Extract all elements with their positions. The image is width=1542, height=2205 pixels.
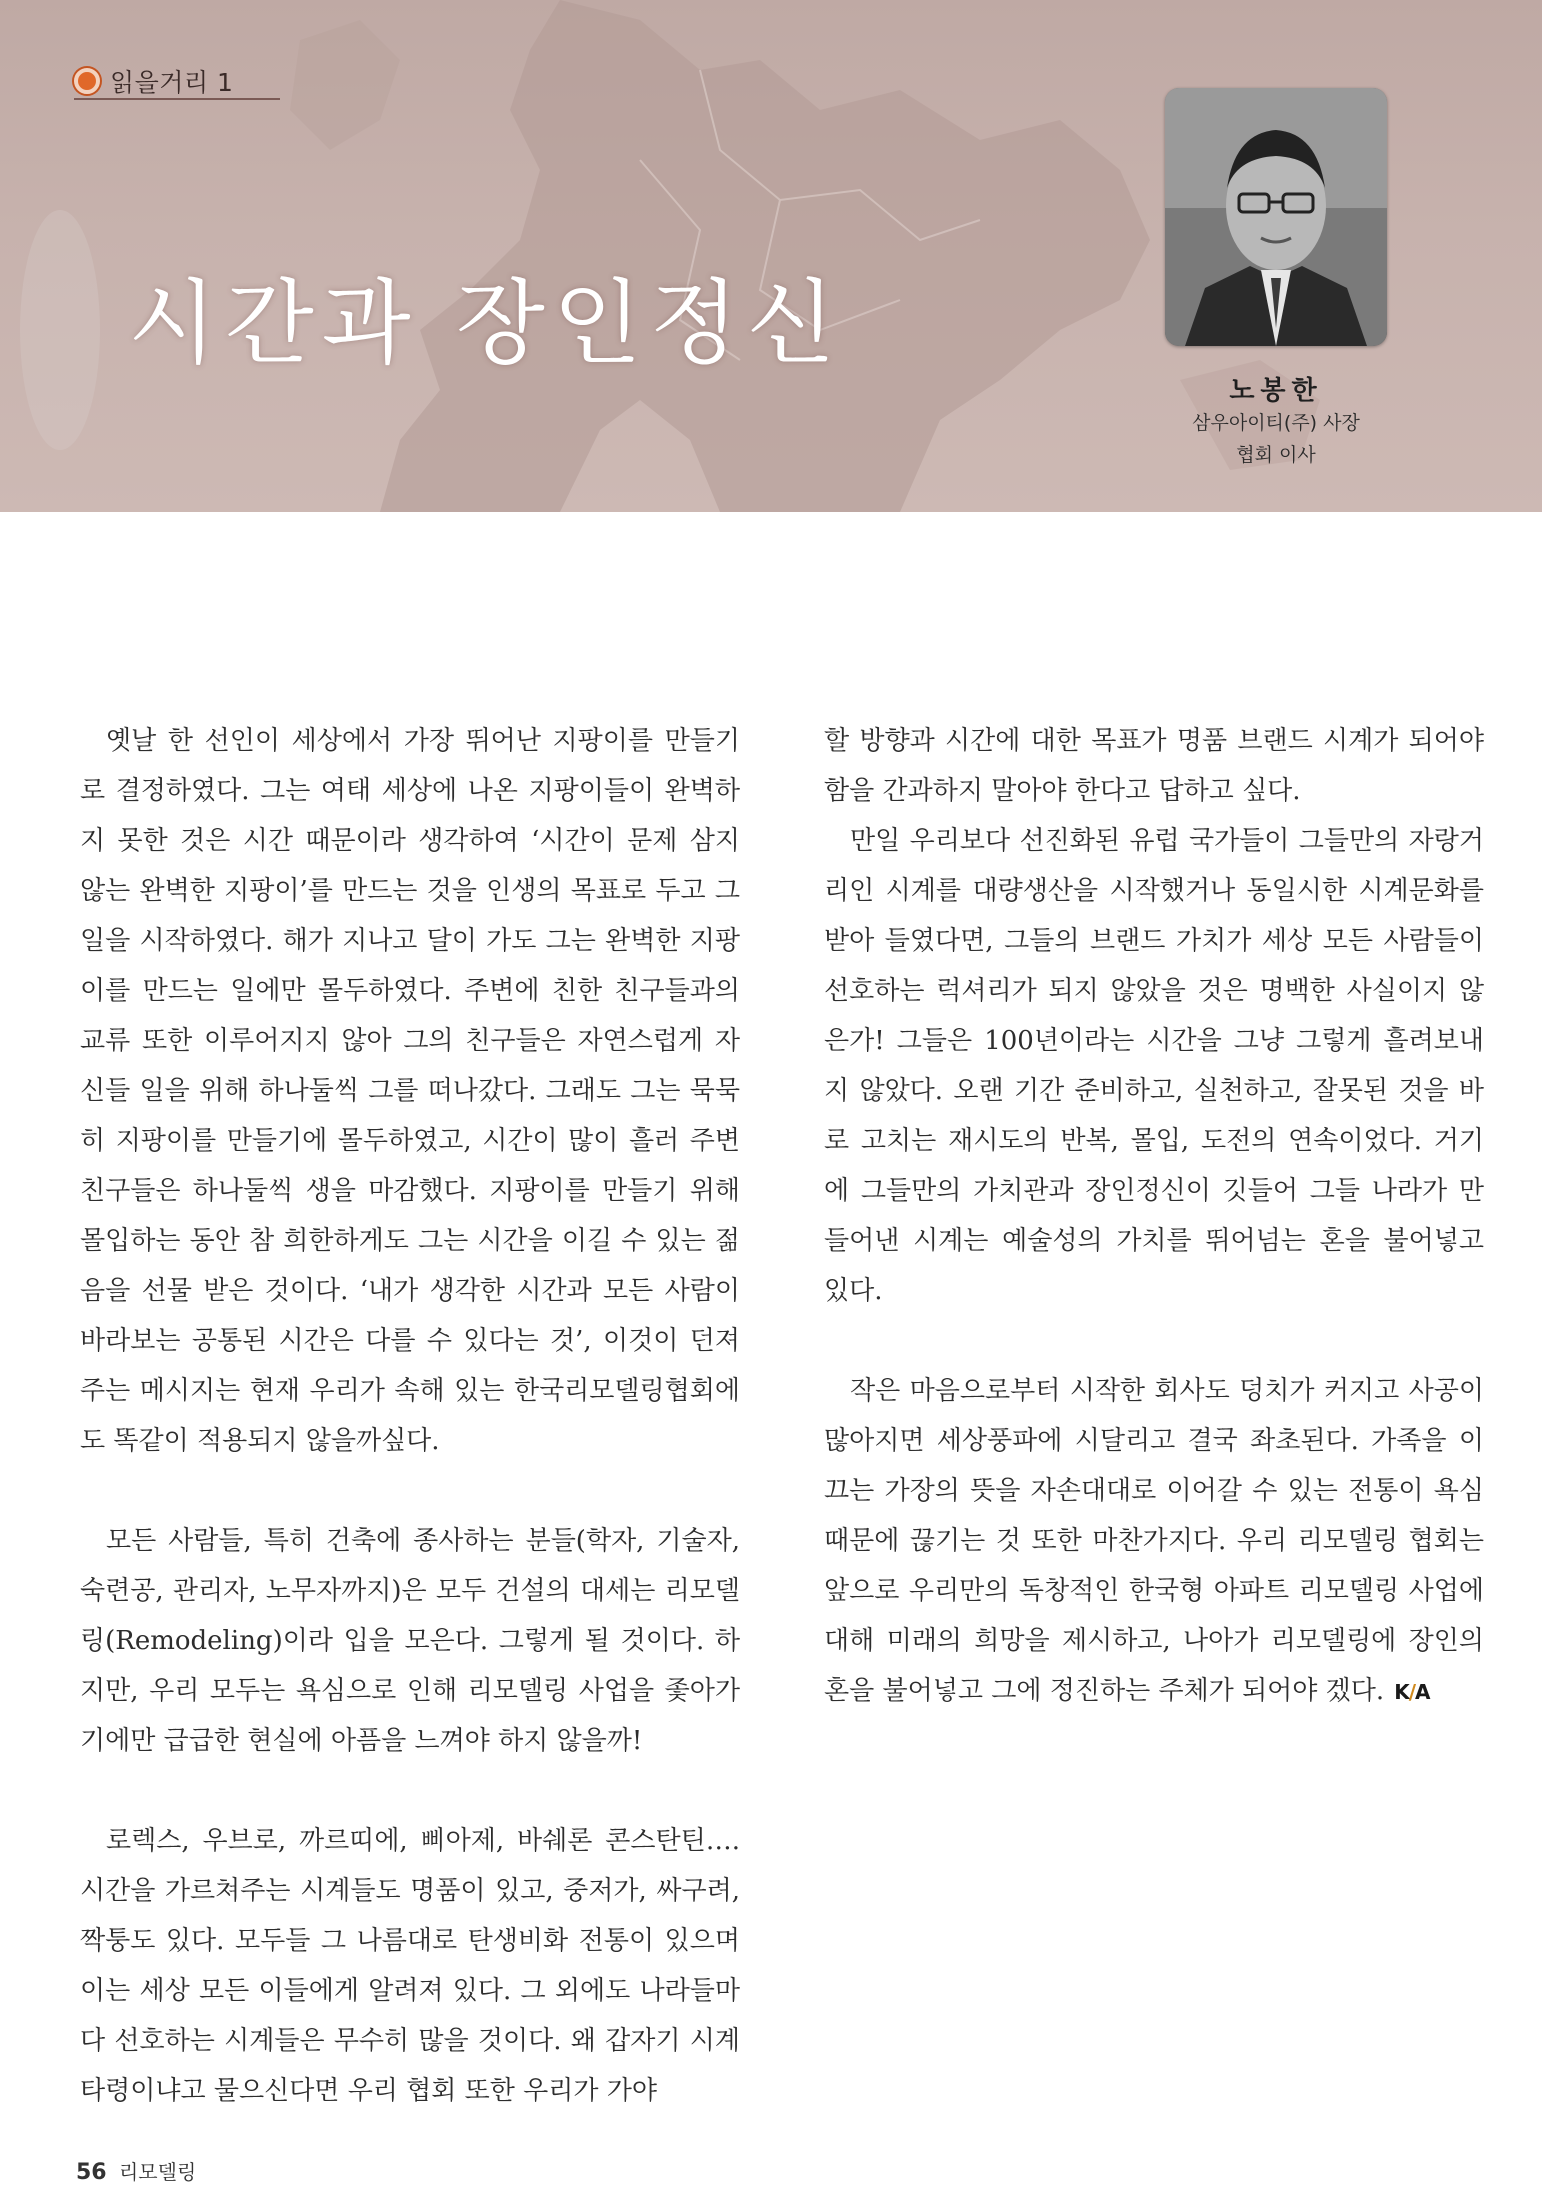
header-banner: [0, 0, 1542, 512]
paragraph: 만일 우리보다 선진화된 유럽 국가들이 그들만의 자랑거리인 시계를 대량생산을 시작했거나 동일시한 시계문화를 받아 들였다면, 그들의 브랜드 가치가 세상 모든 사람들이 선호하는 럭셔리가 되지 않았을 것은 명백한 사실이지 않은가! 그들은 100년이라는 시간을 그냥 그렇게 흘려보내지 않았다. 오랜 기간 준비하고, 실천하고, 잘못된 것을 바로 고치는 재시도의 반복, 몰입, 도전의 연속이었다. 거기에 그들만의 가치관과 장인정신이 깃들어 그들 나라가 만들어낸 시계는 예술성의 가치를 뛰어넘는 혼을 불어넣고 있다.: [824, 826, 1484, 1306]
paragraph-final-text: 작은 마음으로부터 시작한 회사도 덩치가 커지고 사공이 많아지면 세상풍파에 시달리고 결국 좌초된다. 가족을 이끄는 가장의 뜻을 자손대대로 이어갈 수 있는 전통이 욕심 때문에 끊기는 것 또한 마찬가지다. 우리 리모델링 협회는 앞으로 우리만의 독창적인 한국형 아파트 리모델링 사업에 대해 미래의 희망을 제시하고, 나아가 리모델링에 장인의 혼을 불어넣고 그에 정진하는 주체가 되어야 겠다.: [824, 1376, 1484, 1706]
kra-logo-r: /: [1408, 1680, 1415, 1704]
paragraph-final: [824, 1366, 1484, 1717]
publication-name: 리모델링: [118, 2160, 197, 2184]
paragraph-continued: 할 방향과 시간에 대한 목표가 명품 브랜드 시계가 되어야 함을 간과하지 말아야 한다고 답하고 싶다.: [824, 726, 1484, 806]
author-name: 노봉한: [1229, 376, 1323, 406]
right-column: [824, 716, 1484, 1717]
kra-logo-icon: [1394, 1667, 1429, 1717]
section-tag-label: 읽을거리 1: [110, 68, 234, 97]
page-footer: [76, 2156, 196, 2185]
article-title: 시간과 장인정신: [128, 270, 844, 377]
paragraph-spacer: [80, 1466, 740, 1516]
author-photo-icon: [1165, 88, 1387, 346]
paragraph: 로렉스, 우브로, 까르띠에, 삐아제, 바쉐론 콘스탄틴…. 시간을 가르쳐주는 시계들도 명품이 있고, 중저가, 싸구려, 짝퉁도 있다. 모두들 그 나름대로 탄생비화 전통이 있으며 이는 세상 모든 이들에게 알려져 있다. 그 외에도 나라들마다 선호하는 시계들은 무수히 많을 것이다. 왜 갑자기 시계 타령이냐고 물으신다면 우리 협회 또한 우리가 가야: [80, 1826, 740, 2106]
paragraph-spacer: [80, 1766, 740, 1816]
kra-logo-k: K: [1394, 1680, 1409, 1704]
author-role-association: 협회 이사: [1236, 444, 1316, 466]
author-portrait: [1165, 88, 1387, 346]
circle-bullet-icon: [74, 68, 100, 94]
left-column: [80, 716, 740, 2116]
paragraph: 모든 사람들, 특히 건축에 종사하는 분들(학자, 기술자, 숙련공, 관리자, 노무자까지)은 모두 건설의 대세는 리모델링(Remodeling)이라 입을 모은다. 그렇게 될 것이다. 하지만, 우리 모두는 욕심으로 인해 리모델링 사업을 좇아가기에만 급급한 현실에 아픔을 느껴야 하지 않을까!: [80, 1526, 740, 1756]
paragraph-spacer: [824, 1316, 1484, 1366]
section-tag: [74, 64, 280, 100]
page-number: 56: [76, 2160, 107, 2185]
paragraph: 옛날 한 선인이 세상에서 가장 뛰어난 지팡이를 만들기로 결정하였다. 그는 여태 세상에 나온 지팡이들이 완벽하지 못한 것은 시간 때문이라 생각하여 ‘시간이 문제 삼지 않는 완벽한 지팡이’를 만드는 것을 인생의 목표로 두고 그 일을 시작하였다. 해가 지나고 달이 가도 그는 완벽한 지팡이를 만드는 일에만 몰두하였다. 주변에 친한 친구들과의 교류 또한 이루어지지 않아 그의 친구들은 자연스럽게 자신들 일을 위해 하나둘씩 그를 떠나갔다. 그래도 그는 묵묵히 지팡이를 만들기에 몰두하였고, 시간이 많이 흘러 주변 친구들은 하나둘씩 생을 마감했다. 지팡이를 만들기 위해 몰입하는 동안 참 희한하게도 그는 시간을 이길 수 있는 젊음을 선물 받은 것이다. ‘내가 생각한 시간과 모든 사람이 바라보는 공통된 시간은 다를 수 있다는 것’, 이것이 던져주는 메시지는 현재 우리가 속해 있는 한국리모델링협회에도 똑같이 적용되지 않을까싶다.: [80, 726, 740, 1456]
kra-logo-a: A: [1415, 1680, 1430, 1704]
author-role-company: 삼우아이티(주) 사장: [1192, 412, 1360, 434]
